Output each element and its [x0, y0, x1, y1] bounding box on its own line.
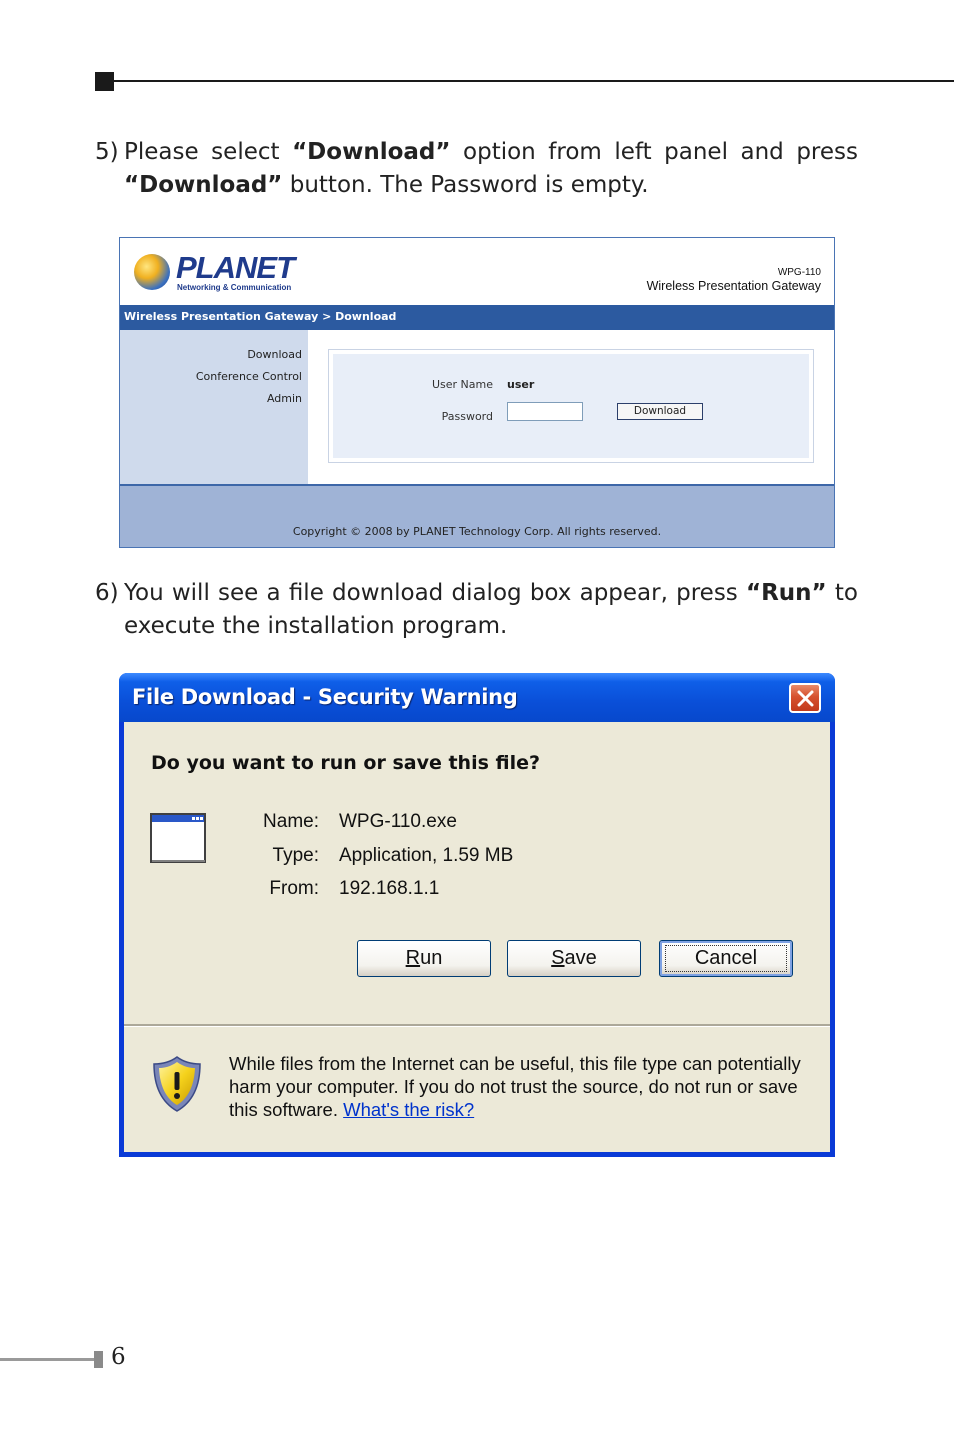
dialog-title-bar[interactable]: [119, 673, 835, 722]
logo-word: PLANET: [176, 250, 294, 285]
step-5-text-a: Please select: [124, 139, 293, 165]
web-ui-screenshot: [119, 237, 835, 548]
step-6-number: 6): [95, 580, 119, 606]
model-label: WPG-110: [777, 267, 821, 278]
security-warning-text: [229, 1052, 819, 1121]
name-label: Name:: [263, 811, 319, 832]
run-button[interactable]: Run: [357, 940, 491, 977]
close-icon: [797, 690, 814, 707]
step-5-text-b: option from left panel and press: [450, 139, 858, 165]
breadcrumb: Wireless Presentation Gateway > Download: [124, 310, 397, 323]
dialog-title: File Download - Security Warning: [132, 685, 518, 709]
step-5: [95, 136, 858, 202]
page-number: 6: [111, 1344, 126, 1370]
left-panel: [120, 330, 308, 484]
footer-rule: [0, 1358, 94, 1361]
step-5-text-c: button. The Password is empty.: [282, 172, 649, 198]
name-value: WPG-110.exe: [339, 811, 457, 832]
footer-block: [94, 1351, 103, 1368]
shield-warning-icon: [151, 1055, 203, 1113]
login-panel: [328, 349, 814, 463]
nav-item-download[interactable]: Download: [247, 348, 302, 361]
user-name-label: User Name: [431, 378, 493, 391]
breadcrumb-bar: [120, 305, 834, 330]
dialog-body: [124, 722, 830, 1152]
type-label: Type:: [272, 845, 319, 866]
step-5-number: 5): [95, 139, 119, 165]
step-5-bold-b: “Download”: [124, 172, 283, 198]
globe-icon: [134, 254, 170, 290]
focus-ring: [665, 945, 787, 972]
btn-run-mnemonic: R: [405, 947, 421, 969]
from-label: From:: [269, 878, 319, 899]
close-button[interactable]: [789, 683, 821, 713]
save-button[interactable]: Save: [507, 940, 641, 977]
dialog-separator: [124, 1024, 830, 1027]
cancel-button-label: Cancel: [694, 947, 758, 969]
copyright-text: Copyright © 2008 by PLANET Technology Corp. All rights reserved.: [292, 525, 662, 538]
whats-the-risk-link[interactable]: What's the risk?: [343, 1099, 475, 1120]
type-value: Application, 1.59 MB: [339, 845, 514, 866]
login-panel-inner: [333, 354, 809, 458]
header-square: [95, 72, 114, 91]
step-6-text-b: to execute the installation program.: [124, 580, 858, 639]
planet-logo: [134, 252, 294, 296]
password-label: Password: [441, 410, 493, 423]
product-label: Wireless Presentation Gateway: [646, 279, 821, 293]
cancel-button[interactable]: [659, 940, 793, 977]
step-6-text: [124, 577, 858, 643]
web-header: [120, 238, 834, 305]
download-button[interactable]: Download: [617, 403, 703, 420]
step-6-text-a: You will see a file download dialog box appear, press: [124, 580, 746, 606]
from-value: 192.168.1.1: [339, 878, 440, 899]
password-input[interactable]: [507, 402, 583, 421]
step-5-text: [124, 136, 858, 202]
logo-subtitle: Networking & Communication: [177, 283, 292, 292]
step-6-bold-a: “Run”: [745, 580, 827, 606]
btn-save-mnemonic: S: [551, 947, 565, 969]
step-5-bold-a: “Download”: [292, 139, 451, 165]
warning-body: While files from the Internet can be useful, this file type can potentially harm your computer. If you do not trust the source, do not run or save this software.: [229, 1053, 801, 1120]
web-footer: [120, 484, 834, 547]
step-6: [95, 577, 858, 643]
nav-item-admin[interactable]: Admin: [266, 392, 302, 405]
dialog-question: Do you want to run or save this file?: [151, 752, 541, 774]
header-rule: [114, 80, 954, 82]
file-download-dialog: [119, 673, 835, 1157]
nav-item-conference-control[interactable]: Conference Control: [195, 370, 302, 383]
user-name-value: user: [507, 378, 535, 391]
